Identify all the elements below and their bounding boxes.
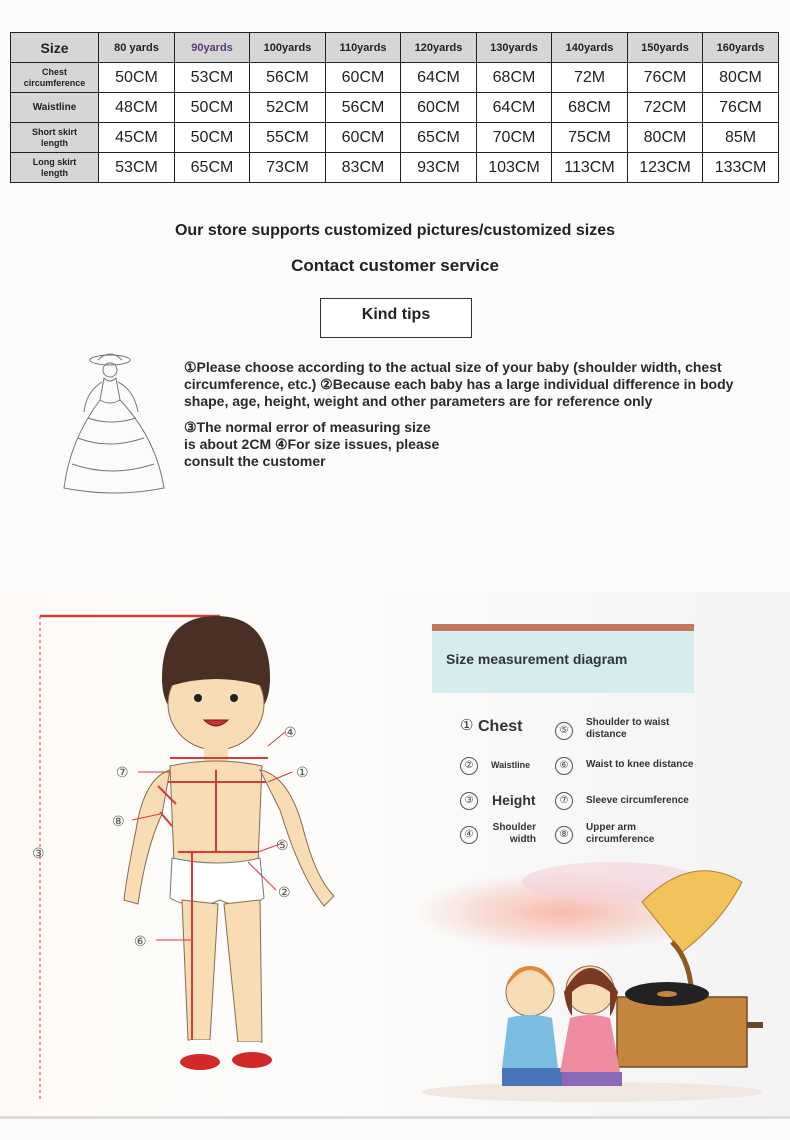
size-header-cell: 130yards [477, 33, 552, 63]
legend-label: Upper arm circumference [586, 822, 655, 845]
row-label-line: length [41, 167, 68, 178]
legend-label: Waist to knee distance [586, 759, 694, 770]
table-cell: 50CM [99, 63, 175, 93]
table-cell: 50CM [175, 123, 250, 153]
row-label [11, 93, 99, 123]
figure-marker-2: ② [278, 885, 291, 901]
figure-marker-5: ⑤ [276, 838, 289, 854]
row-label [11, 123, 99, 153]
legend-num: ⑤ [555, 722, 573, 740]
table-cell: 48CM [99, 93, 175, 123]
size-header-cell: Size [11, 33, 99, 63]
legend-num: ② [460, 757, 478, 775]
size-header-cell: 80 yards [99, 33, 175, 63]
figure-marker-8: ⑧ [112, 814, 125, 830]
table-row [11, 93, 779, 123]
table-cell: 53CM [175, 63, 250, 93]
legend-label: Shoulder width [492, 822, 536, 845]
figure-marker-4: ④ [284, 725, 297, 741]
legend-num: ⑥ [555, 757, 573, 775]
table-cell: 65CM [401, 123, 477, 153]
legend-num: ① [460, 717, 474, 734]
table-cell: 55CM [250, 123, 326, 153]
table-cell: 65CM [175, 153, 250, 183]
table-cell: 72M [552, 63, 628, 93]
tip-paragraph-2: ③The normal error of measuring size is about 2CM ④For size issues, please consult the customer [184, 419, 440, 469]
bottom-divider [0, 1116, 790, 1119]
table-cell: 103CM [477, 153, 552, 183]
table-cell: 64CM [477, 93, 552, 123]
figure-marker-3: ③ [32, 846, 45, 862]
table-cell: 83CM [326, 153, 401, 183]
kind-tips-box: Kind tips [320, 298, 472, 338]
table-cell: 133CM [703, 153, 779, 183]
row-label [11, 63, 99, 93]
princess-sketch-illustration [58, 348, 168, 496]
customization-headline: Our store supports customized pictures/customized sizes [174, 222, 616, 239]
size-header-cell: 150yards [628, 33, 703, 63]
row-label-line: length [41, 137, 68, 148]
legend-label: Sleeve circumference [586, 795, 689, 806]
table-cell: 53CM [99, 153, 175, 183]
table-cell: 73CM [250, 153, 326, 183]
table-cell: 70CM [477, 123, 552, 153]
table-cell: 60CM [326, 63, 401, 93]
size-table [10, 32, 779, 183]
table-cell: 68CM [552, 93, 628, 123]
row-label-line: Chest [41, 66, 67, 77]
table-cell: 113CM [552, 153, 628, 183]
table-cell: 64CM [401, 63, 477, 93]
legend-label: Waistline [491, 760, 531, 770]
table-cell: 68CM [477, 63, 552, 93]
table-cell: 93CM [401, 153, 477, 183]
row-label-line: Waistline [32, 102, 77, 113]
row-label-line: Short skirt [31, 126, 77, 137]
table-cell: 123CM [628, 153, 703, 183]
tip-paragraph-1: ①Please choose according to the actual size of your baby (shoulder width, chest circumference, etc.) ②Because each baby has a large individual difference in body shape, age, height, weight and other parameters are for reference only [184, 359, 734, 409]
table-cell: 56CM [250, 63, 326, 93]
table-cell: 80CM [703, 63, 779, 93]
legend-num: ⑧ [555, 826, 573, 844]
size-header-cell: 140yards [552, 33, 628, 63]
table-row [11, 153, 779, 183]
legend-num: ③ [460, 792, 478, 810]
legend-num: ⑦ [555, 792, 573, 810]
table-cell: 60CM [326, 123, 401, 153]
table-row [11, 63, 779, 93]
row-label-line: Long skirt [32, 156, 77, 167]
size-header-cell: 160yards [703, 33, 779, 63]
legend-label: Height [492, 792, 536, 808]
row-label-line: circumference [23, 77, 86, 88]
diagram-title: Size measurement diagram [446, 651, 628, 667]
legend-label: Shoulder to waist distance [586, 717, 670, 740]
contact-headline: Contact customer service [291, 256, 499, 275]
table-cell: 52CM [250, 93, 326, 123]
table-cell: 60CM [401, 93, 477, 123]
table-row [11, 123, 779, 153]
table-cell: 50CM [175, 93, 250, 123]
size-header-cell: 100yards [250, 33, 326, 63]
row-label [11, 153, 99, 183]
table-cell: 76CM [628, 63, 703, 93]
size-header-cell: 120yards [401, 33, 477, 63]
figure-marker-6: ⑥ [134, 934, 147, 950]
size-header-cell: 110yards [326, 33, 401, 63]
legend-label: Chest [478, 718, 523, 735]
size-header-cell: 90yards [175, 33, 250, 63]
table-cell: 56CM [326, 93, 401, 123]
table-cell: 75CM [552, 123, 628, 153]
table-cell: 45CM [99, 123, 175, 153]
size-header-row [11, 33, 779, 63]
child-measurement-figure [20, 600, 400, 1105]
legend-num: ④ [460, 826, 478, 844]
figure-marker-7: ⑦ [116, 765, 129, 781]
table-cell: 85M [703, 123, 779, 153]
diagram-title-banner [432, 624, 694, 693]
figure-marker-1: ① [296, 765, 309, 781]
table-cell: 76CM [703, 93, 779, 123]
table-cell: 80CM [628, 123, 703, 153]
table-cell: 72CM [628, 93, 703, 123]
kids-gramophone-illustration [412, 842, 782, 1104]
